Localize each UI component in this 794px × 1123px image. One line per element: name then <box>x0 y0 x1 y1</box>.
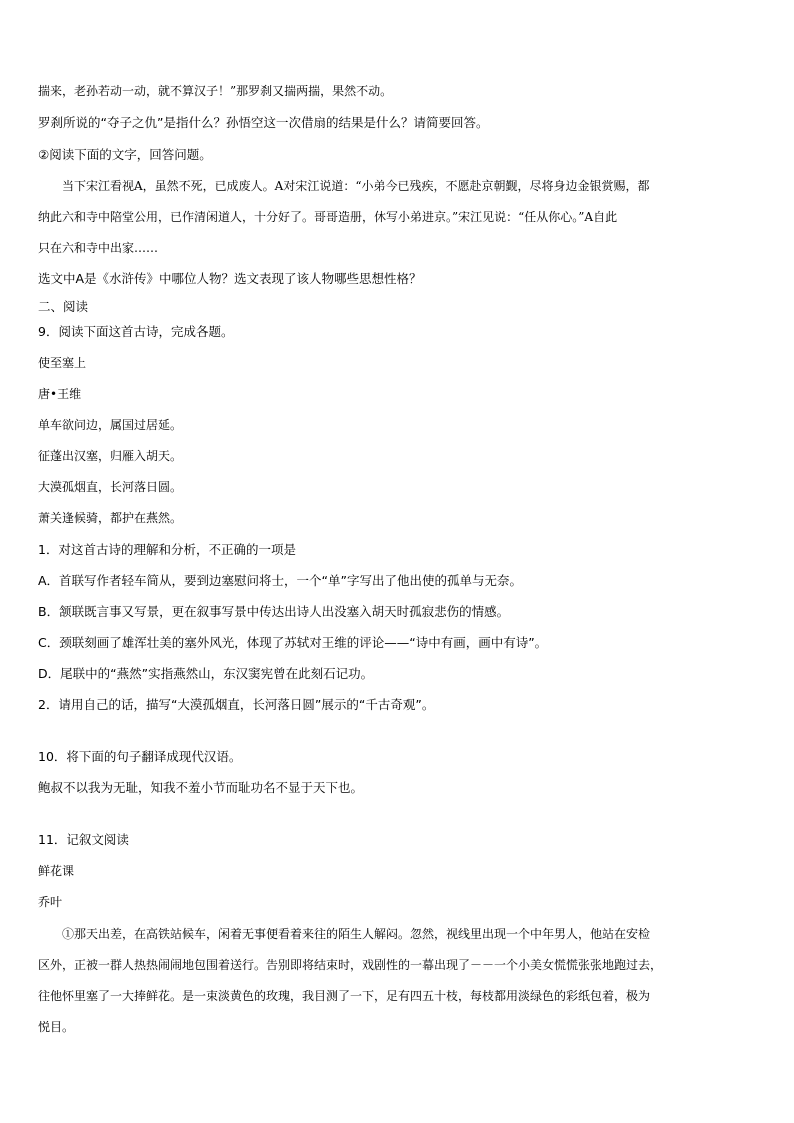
article-line: 悦目。 <box>38 1020 75 1034</box>
question-number-11: 11．记叙文阅读 <box>38 832 129 847</box>
translation-sentence: 鲍叔不以我为无耻，知我不羞小节而耻功名不显于天下也。 <box>38 780 364 795</box>
question-number-9: 9．阅读下面这首古诗，完成各题。 <box>38 324 234 339</box>
option-a: A．首联写作者轻车简从，要到边塞慰问将士，一个“单”字写出了他出使的孤单与无奈。 <box>38 573 523 588</box>
question-line: 罗刹所说的“夺子之仇”是指什么？孙悟空这一次借扇的结果是什么？请简要回答。 <box>38 115 489 130</box>
sub-question: 2．请用自己的话，描写“大漠孤烟直，长河落日圆”展示的“千古奇观”。 <box>38 697 435 712</box>
article-title: 鲜花课 <box>38 864 75 878</box>
poem-line: 单车欲问边，属国过居延。 <box>38 418 183 432</box>
poem-line: 大漠孤烟直，长河落日圆。 <box>38 480 183 494</box>
passage-line: 只在六和寺中出家…… <box>38 241 159 255</box>
poem-author: 唐•王维 <box>38 387 82 401</box>
article-line: 区外，正被一群人热热闹闹地包围着送行。告别即将结束时，戏剧性的一幕出现了－－一个小美女慌慌张张地跑过去， <box>38 958 663 972</box>
option-d: D．尾联中的“燕然”实指燕然山，东汉窦宪曾在此刻石记功。 <box>38 666 374 681</box>
sub-question: 1．对这首古诗的理解和分析，不正确的一项是 <box>38 542 296 557</box>
question-line: 选文中A是《水浒传》中哪位人物？选文表现了该人物哪些思想性格？ <box>38 271 422 286</box>
option-c: C．颈联刻画了雄浑壮美的塞外风光，体现了苏轼对王维的评论——“诗中有画，画中有诗”。 <box>38 635 548 650</box>
poem-line: 萧关逢候骑，都护在燕然。 <box>38 511 183 525</box>
text-line: 揣来，老孙若动一动，就不算汉子！”那罗刹又揣两揣，果然不动。 <box>38 84 393 98</box>
passage-line: 当下宋江看视A，虽然不死，已成废人。A对宋江说道：“小弟今已残疾，不愿赴京朝觐，尽将身边金银赏赐，都 <box>62 179 650 193</box>
question-number-10: 10．将下面的句子翻译成现代汉语。 <box>38 749 242 764</box>
poem-line: 征蓬出汉塞，归雁入胡天。 <box>38 449 183 463</box>
poem-title: 使至塞上 <box>38 356 87 370</box>
article-line: 往他怀里塞了一大捧鲜花。是一束淡黄色的玫瑰，我目测了一下，足有四五十枝，每枝都用淡绿色的彩纸包着，极为 <box>38 989 651 1003</box>
instruction-line: ②阅读下面的文字，回答问题。 <box>38 147 212 162</box>
option-b: B．颔联既言事又写景，更在叙事写景中传达出诗人出没塞入胡天时孤寂悲伤的情感。 <box>38 604 510 619</box>
section-heading: 二、阅读 <box>38 299 89 314</box>
passage-line: 纳此六和寺中陪堂公用，已作清闲道人，十分好了。哥哥造册，休写小弟进京。”宋江见说：“任从你心。”A自此 <box>38 210 618 224</box>
article-author: 乔叶 <box>38 895 63 909</box>
article-line: ①那天出差，在高铁站候车，闲着无事便看着来往的陌生人解闷。忽然，视线里出现一个中年男人，他站在安检 <box>62 927 651 941</box>
